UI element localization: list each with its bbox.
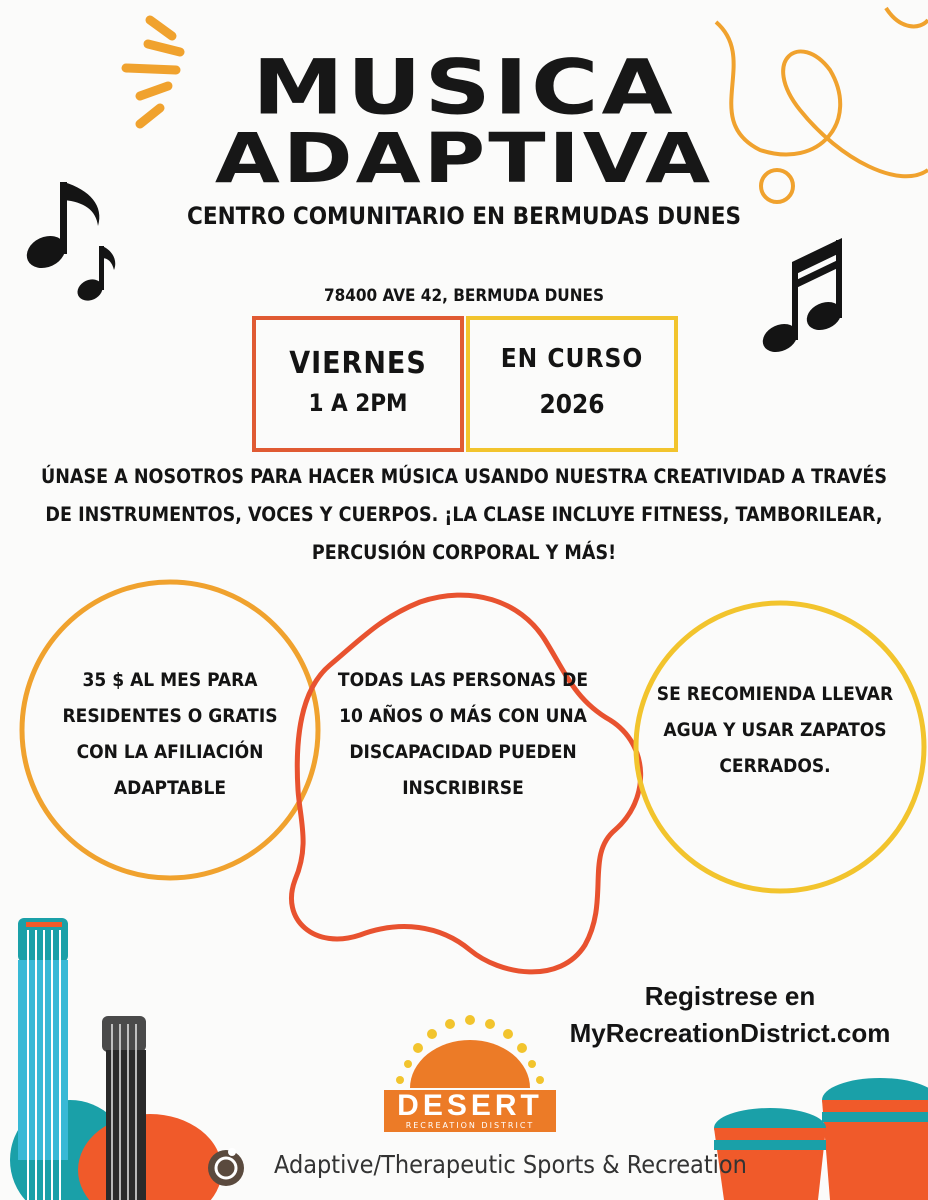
status-label: EN CURSO <box>500 344 644 374</box>
cost-info: 35 $ AL MES PARA RESIDENTES O GRATIS CON LA AFILIACIÓN ADAPTABLE <box>62 669 278 799</box>
register-link[interactable]: MyRecreationDistrict.com <box>569 1018 891 1048</box>
venue-name: CENTRO COMUNITARIO EN BERMUDAS DUNES <box>186 202 742 230</box>
page-title: MUSICA <box>252 43 676 132</box>
logo-tagline: RECREATION DISTRICT <box>405 1121 535 1130</box>
page-subtitle: ADAPTIVA <box>214 117 714 199</box>
guitar-icon <box>10 918 222 1200</box>
music-note-icon <box>22 182 116 305</box>
status-box <box>466 316 678 452</box>
logo-name: DESERT <box>397 1089 543 1122</box>
desert-logo <box>384 1090 556 1132</box>
venue-address: 78400 AVE 42, BERMUDA DUNES <box>323 286 604 306</box>
register-text: Registrese en <box>644 981 816 1011</box>
program-name: Adaptive/Therapeutic Sports & Recreation <box>274 1150 747 1179</box>
recommendation-info: SE RECOMIENDA LLEVAR AGUA Y USAR ZAPATOS CERRADOS. <box>656 683 894 777</box>
register-callout <box>540 978 920 1052</box>
status-year: 2026 <box>539 390 605 420</box>
eligibility-info: TODAS LAS PERSONAS DE 10 AÑOS O MÁS CON UNA DISCAPACIDAD PUEDEN INSCRIBIRSE <box>337 669 589 799</box>
schedule-box <box>252 316 464 452</box>
beamed-notes-icon <box>758 238 846 357</box>
description: ÚNASE A NOSOTROS PARA HACER MÚSICA USANDO NUESTRA CREATIVIDAD A TRAVÉS DE INSTRUMENTOS, VOCES Y CUERPOS. ¡LA CLASE INCLUYE FITNESS, TAMBORILEAR, PERCUSIÓN CORPORAL Y MÁS! <box>40 465 888 564</box>
sun-icon <box>396 1015 544 1088</box>
schedule-time: 1 A 2PM <box>308 389 408 417</box>
schedule-day: VIERNES <box>289 346 427 381</box>
bongo-drums-icon <box>714 1078 928 1200</box>
